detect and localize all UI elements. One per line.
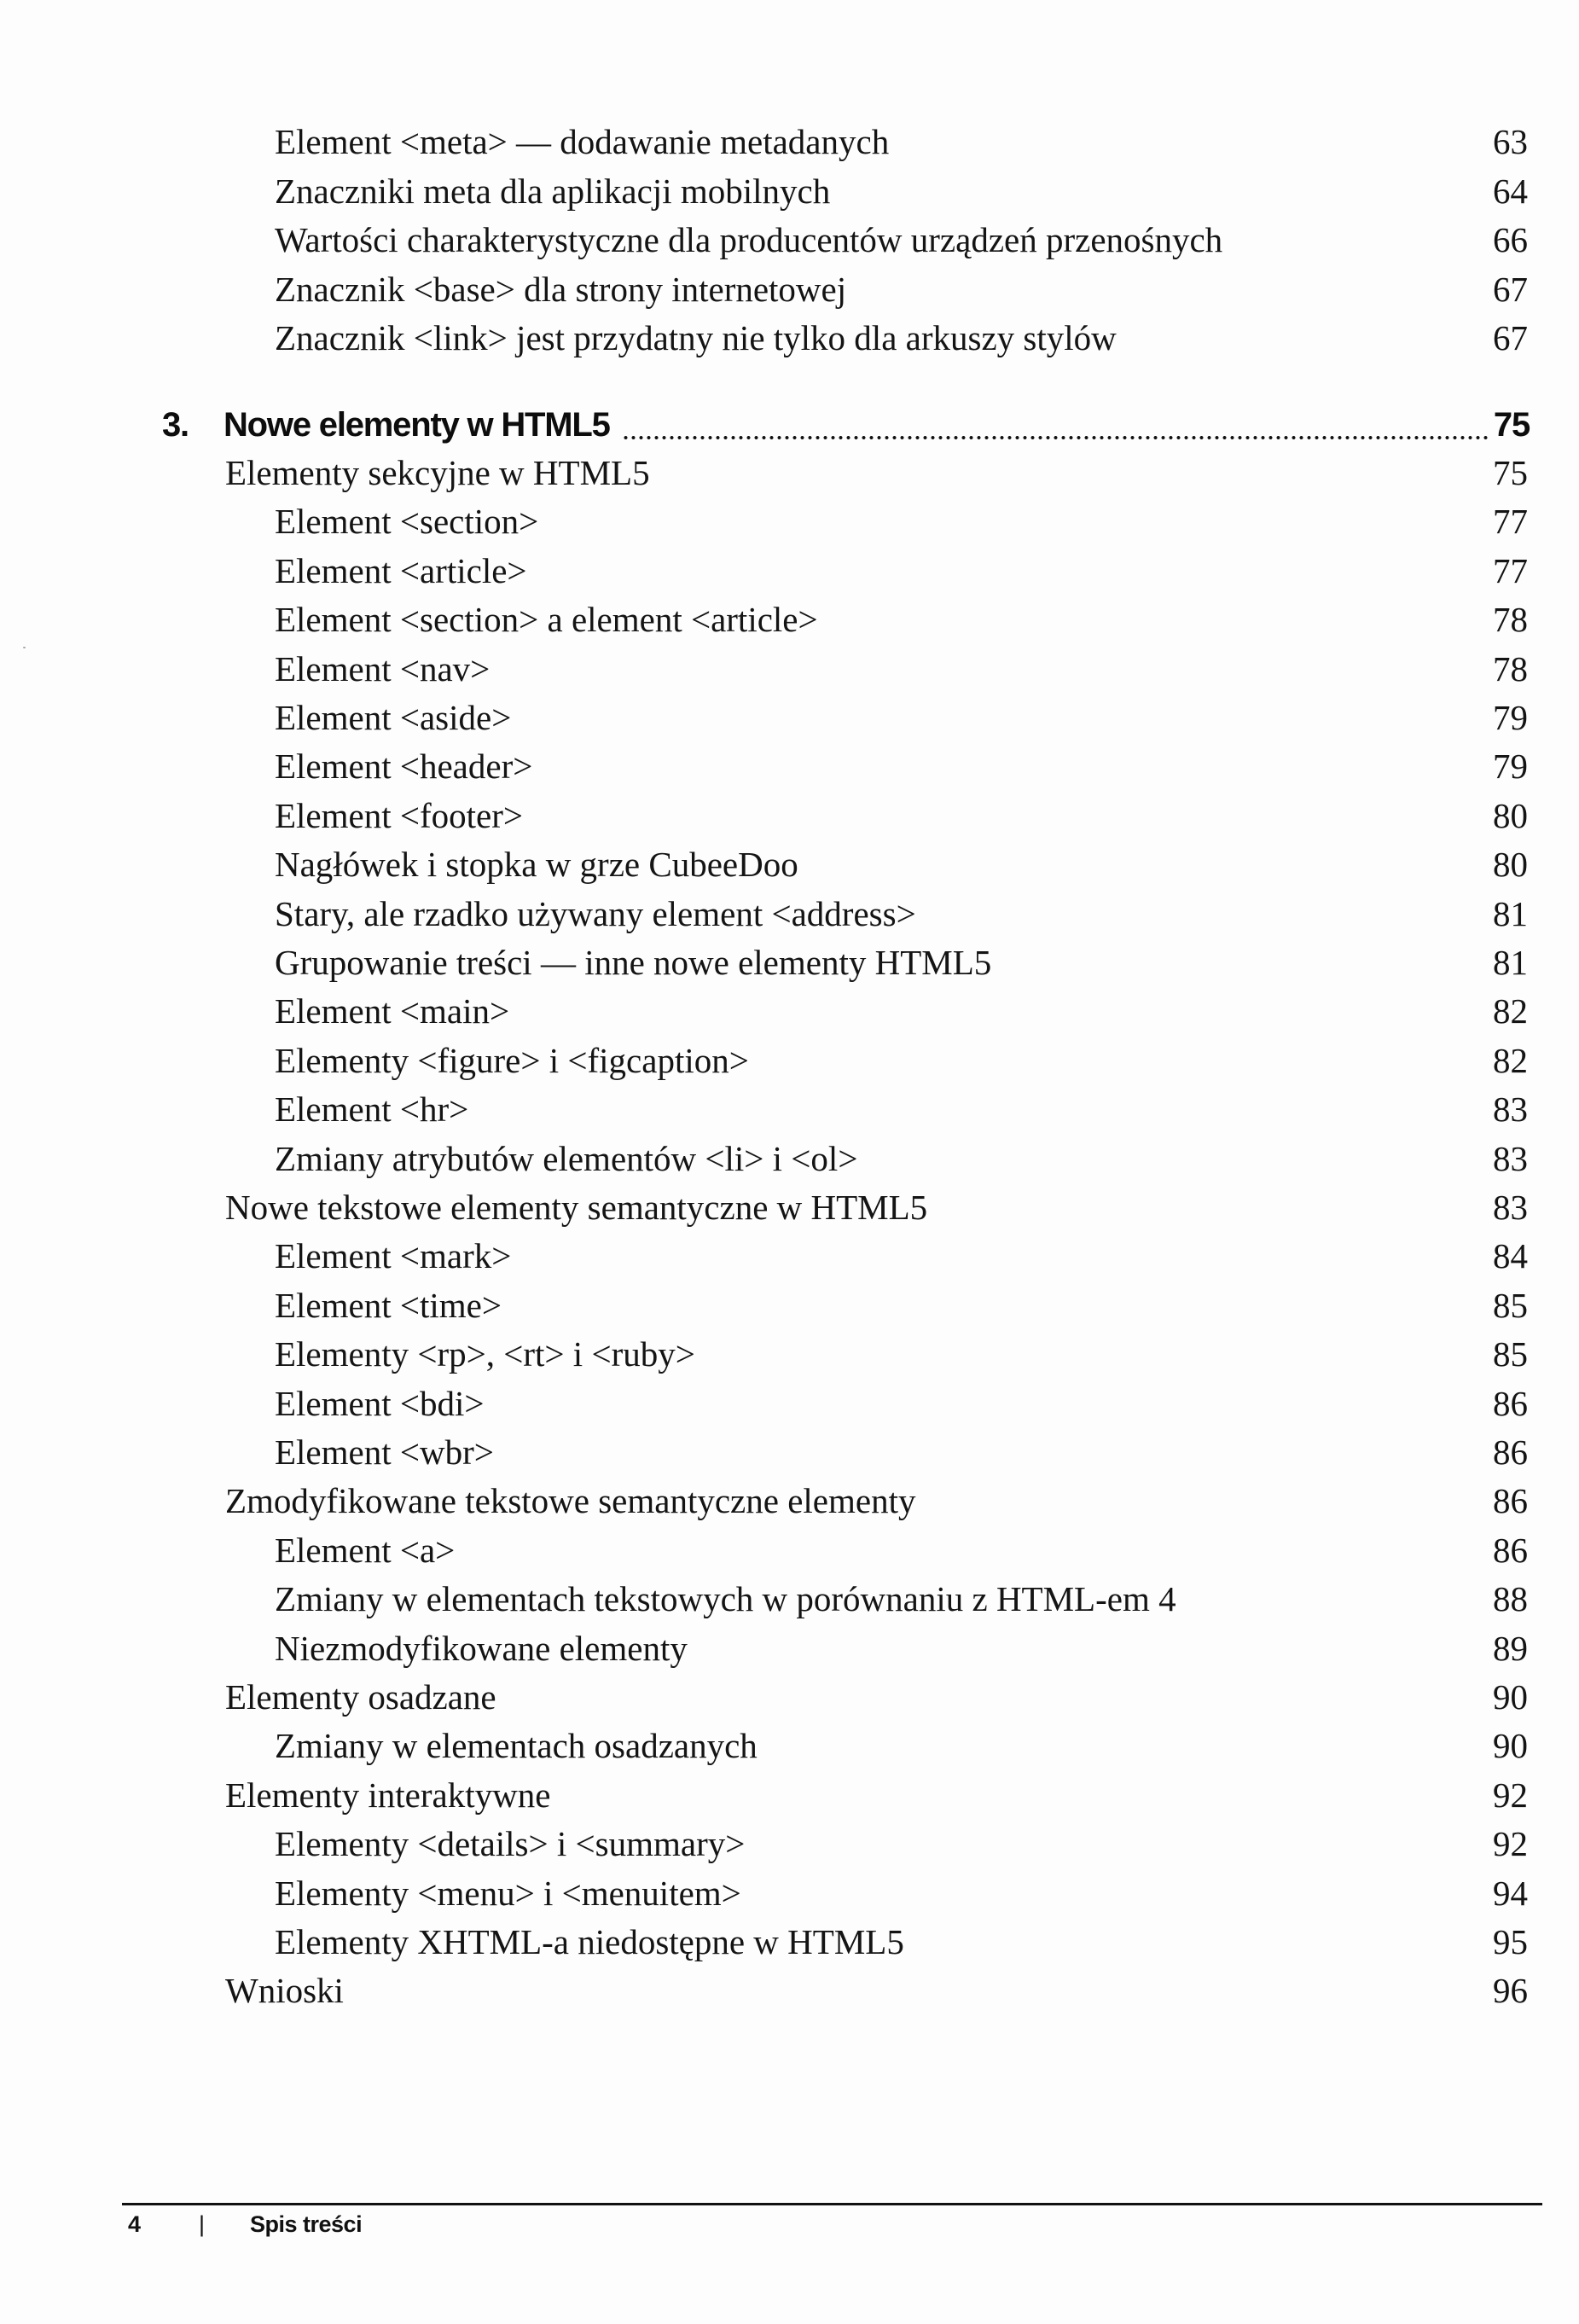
toc-entry-title: Element <time> — [275, 1286, 502, 1325]
toc-entry — [0, 991, 1579, 1039]
chapter-page-number: 75 — [1493, 406, 1530, 444]
toc-entry-page-number: 90 — [1493, 1677, 1528, 1717]
chapter-heading — [0, 404, 1579, 452]
toc-entry-title: Elementy <rp>, <rt> i <ruby> — [275, 1334, 695, 1374]
toc-entry-page-number: 77 — [1493, 551, 1528, 590]
footer-rule — [122, 2203, 1542, 2205]
toc-entry — [0, 550, 1579, 599]
toc-entry — [0, 501, 1579, 549]
chapter-title: Nowe elementy w HTML5 — [223, 406, 610, 444]
toc-entry-title: Element <section> — [275, 502, 539, 541]
toc-entry-page-number: 82 — [1493, 1041, 1528, 1080]
toc-entry-page-number: 86 — [1493, 1531, 1528, 1570]
toc-entry-page-number: 89 — [1493, 1629, 1528, 1668]
toc-entry-title: Zmodyfikowane tekstowe semantyczne elementy — [225, 1481, 916, 1520]
toc-entry-page-number: 81 — [1493, 894, 1528, 933]
toc-entry — [0, 1775, 1579, 1823]
toc-entry-page-number: 63 — [1493, 122, 1528, 161]
toc-entry — [0, 121, 1579, 170]
toc-entry — [0, 1285, 1579, 1333]
toc-entry — [0, 1725, 1579, 1774]
toc-entry-page-number: 83 — [1493, 1089, 1528, 1129]
footer-section-title: Spis treści — [250, 2211, 363, 2237]
toc-entry-title: Element <aside> — [275, 698, 512, 737]
toc-entry — [0, 1187, 1579, 1235]
toc-entry-title: Wnioski — [225, 1971, 344, 2010]
toc-entry-title: Zmiany w elementach osadzanych — [275, 1726, 758, 1765]
toc-entry-page-number: 86 — [1493, 1481, 1528, 1520]
footer-separator: | — [199, 2211, 206, 2237]
toc-entry-title: Elementy osadzane — [225, 1677, 496, 1717]
toc-entry-title: Element <wbr> — [275, 1432, 494, 1472]
toc-entry — [0, 1628, 1579, 1676]
toc-entry-page-number: 85 — [1493, 1286, 1528, 1325]
dot-leader — [622, 435, 1489, 440]
toc-entry-page-number: 78 — [1493, 600, 1528, 639]
toc-entry — [0, 317, 1579, 366]
toc-entry-title: Zmiany atrybutów elementów <li> i <ol> — [275, 1139, 858, 1178]
toc-entry — [0, 1138, 1579, 1187]
toc-entry-title: Zmiany w elementach tekstowych w porównaniu z HTML-em 4 — [275, 1579, 1176, 1618]
toc-entry-title: Wartości charakterystyczne dla producentów urządzeń przenośnych — [275, 220, 1223, 259]
toc-entry-title: Element <article> — [275, 551, 527, 590]
toc-entry-page-number: 80 — [1493, 796, 1528, 835]
toc-entry-title: Grupowanie treści — inne nowe elementy HTML5 — [275, 943, 992, 982]
toc-entry — [0, 269, 1579, 317]
toc-entry-title: Element <nav> — [275, 649, 491, 688]
toc-entry — [0, 1873, 1579, 1921]
toc-entry — [0, 1040, 1579, 1089]
toc-entry-page-number: 67 — [1493, 270, 1528, 309]
toc-entry-page-number: 82 — [1493, 991, 1528, 1031]
toc-entry-page-number: 92 — [1493, 1775, 1528, 1815]
toc-entry-page-number: 88 — [1493, 1579, 1528, 1618]
toc-entry-title: Niezmodyfikowane elementy — [275, 1629, 688, 1668]
toc-entry — [0, 746, 1579, 794]
toc-entry — [0, 452, 1579, 501]
toc-entry-title: Element <a> — [275, 1531, 456, 1570]
toc-entry — [0, 599, 1579, 648]
toc-entry-title: Znacznik <base> dla strony internetowej — [275, 270, 847, 309]
toc-entry-title: Stary, ale rzadko używany element <address> — [275, 894, 916, 933]
scan-speck — [23, 647, 26, 648]
toc-entry-page-number: 67 — [1493, 318, 1528, 357]
toc-entry-title: Elementy <menu> i <menuitem> — [275, 1874, 741, 1913]
toc-entry — [0, 1921, 1579, 1970]
toc-entry — [0, 648, 1579, 697]
toc-entry-page-number: 79 — [1493, 698, 1528, 737]
toc-entry-page-number: 85 — [1493, 1334, 1528, 1374]
toc-entry — [0, 1432, 1579, 1480]
toc-entry — [0, 893, 1579, 942]
toc-entry-page-number: 80 — [1493, 845, 1528, 884]
toc-entry-title: Elementy sekcyjne w HTML5 — [225, 453, 650, 492]
toc-entry — [0, 1970, 1579, 2019]
toc-entry-page-number: 81 — [1493, 943, 1528, 982]
toc-entry-page-number: 79 — [1493, 747, 1528, 786]
toc-entry-title: Nagłówek i stopka w grze CubeeDoo — [275, 845, 798, 884]
toc-entry-page-number: 95 — [1493, 1922, 1528, 1961]
toc-entry-title: Elementy <details> i <summary> — [275, 1824, 746, 1863]
toc-entry — [0, 795, 1579, 844]
toc-entry — [0, 1578, 1579, 1627]
toc-entry-page-number: 90 — [1493, 1726, 1528, 1765]
toc-entry — [0, 697, 1579, 746]
toc-entry-title: Element <meta> — dodawanie metadanych — [275, 122, 890, 161]
toc-entry-title: Element <hr> — [275, 1089, 469, 1129]
toc-entry-page-number: 78 — [1493, 649, 1528, 688]
toc-entry-page-number: 84 — [1493, 1236, 1528, 1275]
toc-entry-title: Elementy interaktywne — [225, 1775, 551, 1815]
toc-entry — [0, 1530, 1579, 1578]
toc-entry-title: Element <main> — [275, 991, 510, 1031]
toc-entry-title: Element <bdi> — [275, 1384, 485, 1423]
toc-entry-page-number: 94 — [1493, 1874, 1528, 1913]
toc-entry — [0, 171, 1579, 219]
toc-entry-page-number: 64 — [1493, 171, 1528, 211]
toc-entry — [0, 219, 1579, 268]
toc-entry-page-number: 83 — [1493, 1139, 1528, 1178]
toc-entry — [0, 1089, 1579, 1137]
toc-entry-page-number: 75 — [1493, 453, 1528, 492]
toc-entry — [0, 942, 1579, 991]
toc-entry-title: Nowe tekstowe elementy semantyczne w HTML5 — [225, 1188, 928, 1227]
toc-entry — [0, 1480, 1579, 1529]
toc-entry-page-number: 66 — [1493, 220, 1528, 259]
chapter-number: 3. — [162, 406, 189, 444]
toc-entry-page-number: 86 — [1493, 1432, 1528, 1472]
toc-entry-title: Elementy <figure> i <figcaption> — [275, 1041, 749, 1080]
toc-entry-page-number: 96 — [1493, 1971, 1528, 2010]
toc-entry — [0, 1383, 1579, 1432]
toc-entry-title: Element <footer> — [275, 796, 524, 835]
toc-entry-title: Element <header> — [275, 747, 533, 786]
toc-entry-title: Znaczniki meta dla aplikacji mobilnych — [275, 171, 831, 211]
toc-entry — [0, 1676, 1579, 1725]
toc-entry-page-number: 83 — [1493, 1188, 1528, 1227]
toc-entry-title: Elementy XHTML-a niedostępne w HTML5 — [275, 1922, 904, 1961]
toc-entry-page-number: 86 — [1493, 1384, 1528, 1423]
footer-page-number: 4 — [128, 2211, 142, 2237]
toc-entry — [0, 844, 1579, 892]
toc-entry-page-number: 77 — [1493, 502, 1528, 541]
toc-entry-title: Znacznik <link> jest przydatny nie tylko dla arkuszy stylów — [275, 318, 1117, 357]
toc-entry-title: Element <mark> — [275, 1236, 512, 1275]
toc-entry — [0, 1333, 1579, 1382]
toc-entry — [0, 1235, 1579, 1284]
toc-entry-page-number: 92 — [1493, 1824, 1528, 1863]
toc-entry-title: Element <section> a element <article> — [275, 600, 818, 639]
toc-entry — [0, 1823, 1579, 1872]
